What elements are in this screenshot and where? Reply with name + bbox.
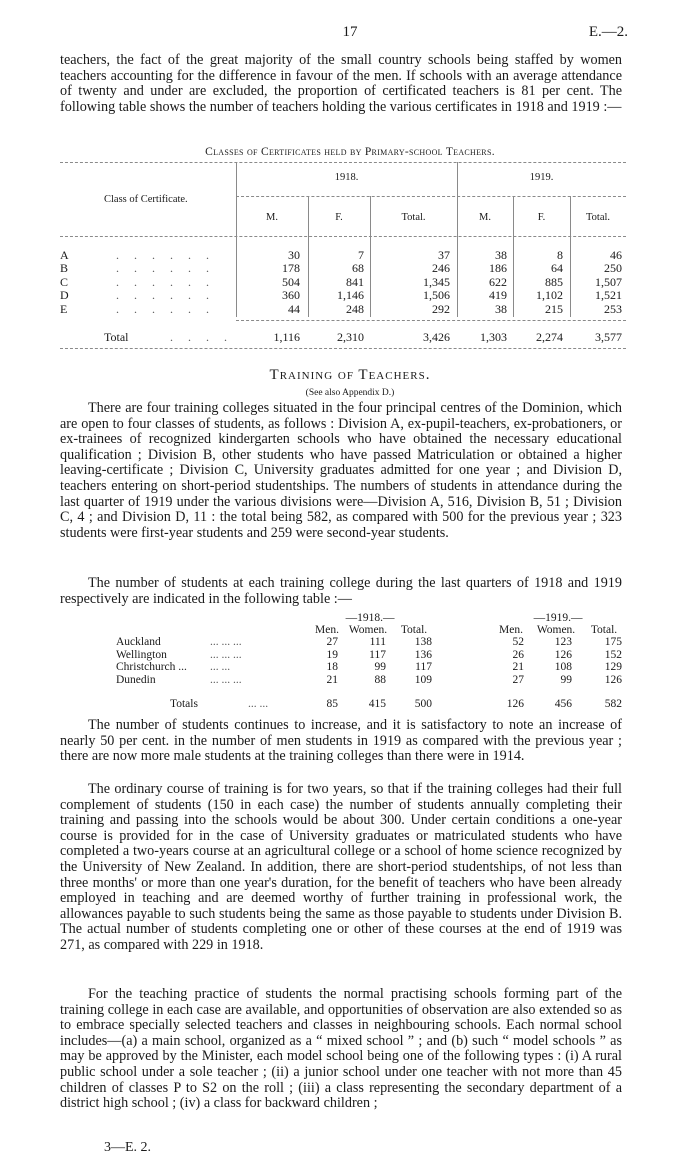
college-table <box>60 610 626 720</box>
col-men-1919: Men. <box>499 624 523 636</box>
college-name: Wellington <box>116 648 167 661</box>
college-cell-women-1918: 99 <box>374 661 386 673</box>
college-cell-women-1919: 99 <box>560 673 572 686</box>
college-cell-men-1919: 27 <box>512 673 524 686</box>
col-total-1919: Total. <box>590 624 618 636</box>
college-cell-total-1919: 175 <box>604 636 622 648</box>
college-cell-men-1918: 21 <box>326 673 338 686</box>
total-dots: . . . . <box>170 330 233 344</box>
cert-cell-m-1918: 30 <box>288 248 300 262</box>
college-total-total-1919: 582 <box>604 698 622 710</box>
course-paragraph: The ordinary course of training is for two years, so that if the training colleges had their full complement of students (150 in each case) the number of students annually completing their training and passing into the schools would be about 300. Under certain conditions a one-year course is provided for in the case of University graduates or matriculated students who have completed a two-years course at an agricultural college or a school of home science recognized by the University of New Zealand. In addition, there are short-period studentships, of not less than three months' or more than one year's duration, for the benefit of teachers who have been already employed in teaching and are deemed worthy of further training in professional work, the allowances payable to such students being the same as those payable to students under Division B. The actual number of students completing one or other of these courses at the end of 1919 was 271, as compared with 229 in 1918. <box>60 781 622 953</box>
cert-cell-m-1919: 186 <box>489 261 507 276</box>
cert-cell-f-1919: 885 <box>545 274 563 289</box>
cert-cell-m-1919: 622 <box>489 274 507 289</box>
cert-cell-f-1919: 1,102 <box>536 288 563 303</box>
cert-class-label: D <box>60 288 69 303</box>
college-cell-total-1919: 152 <box>604 648 622 661</box>
leader-dots: ... ... ... <box>210 648 242 661</box>
college-total-women-1919: 456 <box>554 698 572 710</box>
college-cell-total-1918: 136 <box>414 648 432 661</box>
cert-cell-f-1919: 8 <box>557 248 563 262</box>
training-subnote: (See also Appendix D.) <box>305 388 395 398</box>
cert-cell-total-1919: 1,521 <box>595 288 622 303</box>
cert-cell-total-1919: 253 <box>604 301 622 316</box>
college-cell-total-1919: 129 <box>604 661 622 673</box>
row-header: Class of Certificate. <box>104 194 188 205</box>
college-total-men-1919: 126 <box>506 698 524 710</box>
col-m-1918: M. <box>266 212 278 223</box>
college-cell-women-1919: 108 <box>554 661 572 673</box>
training-heading: Training of Teachers. <box>269 367 431 383</box>
college-cell-total-1919: 126 <box>604 673 622 686</box>
col-total-1918: Total. <box>401 212 426 223</box>
college-cell-men-1918: 27 <box>326 636 338 648</box>
cert-cell-m-1918: 178 <box>282 261 300 276</box>
college-cell-men-1918: 19 <box>326 648 338 661</box>
col-total-1919: Total. <box>585 212 611 223</box>
cert-cell-total-1918: 1,506 <box>423 288 450 303</box>
college-cell-total-1918: 109 <box>414 673 432 686</box>
college-cell-total-1918: 138 <box>414 636 432 648</box>
cert-cell-m-1918: 504 <box>282 274 300 289</box>
college-total-total-1918: 500 <box>414 698 432 710</box>
col-total-1918: Total. <box>400 624 428 636</box>
cert-cell-f-1918: 7 <box>358 248 364 262</box>
cert-cell-total-1919: 1,507 <box>595 274 622 289</box>
cert-cell-f-1918: 1,146 <box>337 288 364 303</box>
college-total-men-1918: 85 <box>326 698 338 710</box>
page-footer: 3—E. 2. <box>104 1140 152 1155</box>
col-m-1919: M. <box>479 212 491 223</box>
training-paragraph-2: The number of students at each training college during the last quarters of 1918 and 1919 respectively are indicated in the following table :— <box>60 575 622 607</box>
cert-cell-m-1919: 419 <box>489 288 507 303</box>
cert-class-label: E <box>60 301 68 316</box>
cert-cell-m-1918: 360 <box>282 288 300 303</box>
total-f-1919: 2,274 <box>536 330 563 344</box>
col-women-1919: Women. <box>536 624 576 636</box>
intro-paragraph: teachers, the fact of the great majority of the small country schools being staffed by women teachers accounting for the difference in favour of the men. If schools with an average attendance of twenty and under are excluded, the proportion of certificated teachers is 81 per cent. The following table shows the number of teachers holding the various certificates in 1918 and 1919 :— <box>60 52 622 115</box>
col-f-1919: F. <box>537 212 546 223</box>
year-1919-header: 1919. <box>529 172 554 183</box>
college-total-label: Totals <box>170 698 198 710</box>
cert-cell-m-1919: 38 <box>495 248 507 262</box>
college-cell-men-1919: 21 <box>512 661 524 673</box>
col-f-1918: F. <box>335 212 343 223</box>
cert-cell-m-1918: 44 <box>288 301 300 316</box>
college-cell-women-1918: 117 <box>369 648 386 661</box>
cert-cell-f-1918: 841 <box>346 274 364 289</box>
college-cell-women-1918: 111 <box>369 636 386 648</box>
leader-dots: ... ... ... <box>210 636 242 648</box>
practice-paragraph: For the teaching practice of students the normal practising schools forming part of the training college in each case are available, and opportunities of observation are also extended so as to embrace specially selected teachers and classes in neighbouring schools. Each normal school includes—(a) a main school, organized as a “ mixed school ” ; and (b) such “ model schools ” as may be approved by the Minister, each model school being one of the following types : (i) A rural public school under a sole teacher ; (ii) a junior school under one teacher with not more than 45 children of classes P to S2 on the roll ; (iii) a class representing the secondary department of a district high school ; (iv) a class for backward children ; <box>60 986 622 1112</box>
college-cell-women-1919: 123 <box>554 636 572 648</box>
college-name: Auckland <box>116 636 161 648</box>
college-name: Dunedin <box>116 673 156 686</box>
total-total-1919: 3,577 <box>595 330 622 344</box>
page-number: 17 <box>342 24 358 40</box>
cert-class-label: B <box>60 261 69 276</box>
leader-dots: . . . . . . <box>116 301 215 316</box>
college-name: Christchurch ... <box>116 661 187 673</box>
leader-dots: . . . . . . <box>116 288 215 303</box>
college-cell-men-1918: 18 <box>326 661 338 673</box>
cert-class-label: C <box>60 274 69 289</box>
cert-cell-m-1919: 38 <box>495 301 507 316</box>
total-total-1918: 3,426 <box>423 330 450 344</box>
cert-cell-total-1919: 250 <box>604 261 622 276</box>
total-m-1918: 1,116 <box>273 330 300 344</box>
college-year-1918: —1918.— <box>345 612 395 624</box>
leader-dots: . . . . . . <box>116 261 215 276</box>
college-total-women-1918: 415 <box>368 698 386 710</box>
leader-dots: . . . . . . <box>116 274 215 289</box>
training-paragraph-1: There are four training colleges situated in the four principal centres of the Dominion, which are open to four classes of students, as follows : Division A, ex-pupil-teachers, ex-probationers, or ex-trainees of recognized kindergarten schools who have obtained the necessary educational qualification ; Division B, other students who have passed Matriculation or obtained a higher leaving-certificate ; Division C, University graduates admitted for one year ; and Division D, teachers entering on short-period studentships. The numbers of students in attendance during the last quarter of 1919 under the various divisions were—Division A, 516, Division B, 51 ; Division C, 4 ; and Division D, 11 : the total being 582, as compared with 500 for the previous year ; 323 students were first-year students and 259 were second-year students. <box>60 400 622 541</box>
total-label: Total <box>104 330 129 344</box>
cert-class-label: A <box>60 248 69 262</box>
cert-cell-f-1919: 215 <box>545 301 563 316</box>
leader-dots: ... ... <box>210 661 231 673</box>
year-1918-header: 1918. <box>334 172 359 183</box>
document-reference: E.—2. <box>588 24 628 40</box>
cert-cell-f-1918: 248 <box>346 301 364 316</box>
increase-paragraph: The number of students continues to increase, and it is satisfactory to note an increase of nearly 50 per cent. in the number of men students in 1919 as compared with the previous year ; there are now more male students at the training colleges than there were in 1914. <box>60 717 622 765</box>
college-cell-total-1918: 117 <box>415 661 432 673</box>
certificate-table <box>60 160 626 360</box>
college-cell-men-1919: 26 <box>512 648 524 661</box>
certificate-table-caption: Classes of Certificates held by Primary-school Teachers. <box>205 146 495 158</box>
cert-cell-f-1919: 64 <box>551 261 563 276</box>
cert-cell-total-1918: 1,345 <box>423 274 450 289</box>
college-cell-women-1919: 126 <box>554 648 572 661</box>
col-women-1918: Women. <box>348 624 388 636</box>
college-cell-men-1919: 52 <box>512 636 524 648</box>
total-f-1918: 2,310 <box>337 330 364 344</box>
leader-dots: ... ... ... <box>210 673 242 686</box>
cert-cell-f-1918: 68 <box>352 261 364 276</box>
cert-cell-total-1918: 37 <box>438 248 450 262</box>
cert-cell-total-1919: 46 <box>610 248 622 262</box>
col-men-1918: Men. <box>315 624 339 636</box>
total-m-1919: 1,303 <box>480 330 507 344</box>
college-cell-women-1918: 88 <box>374 673 386 686</box>
leader-dots: . . . . . . <box>116 248 215 262</box>
cert-cell-total-1918: 246 <box>432 261 450 276</box>
college-total-dots: ... ... <box>248 698 269 710</box>
cert-cell-total-1918: 292 <box>432 301 450 316</box>
college-year-1919: —1919.— <box>533 612 583 624</box>
